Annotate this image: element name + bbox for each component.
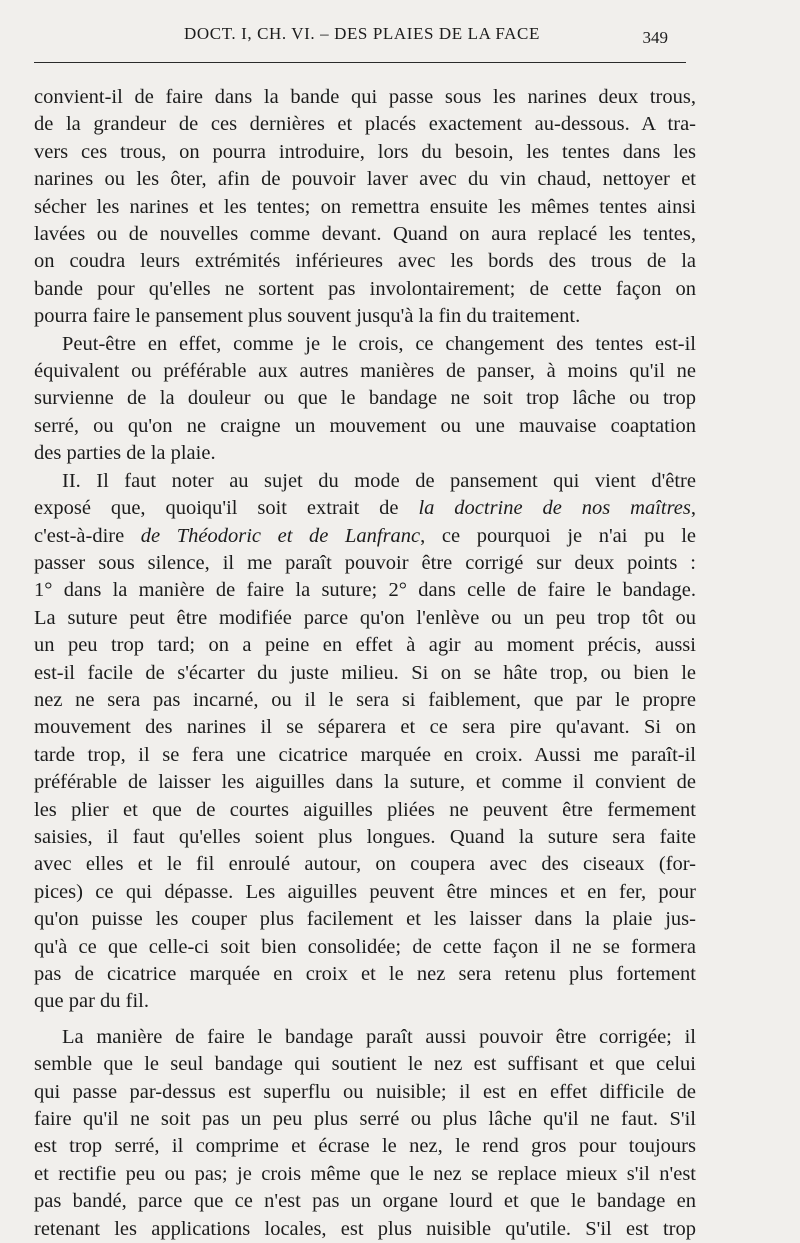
text-line: les plier et que de courtes aiguilles pliées ne peuvent être fermement <box>34 798 696 821</box>
text-line: et rectifie peu ou pas; je crois même que le nez se replace mieux s'il n'est <box>34 1162 696 1185</box>
text-line: convient-il de faire dans la bande qui passe sous les narines deux trous, <box>34 86 696 108</box>
text-line: La suture peut être modifiée parce qu'on l'enlève ou un peu trop tôt ou <box>34 606 696 629</box>
running-head: DOCT. I, CH. VI. – DES PLAIES DE LA FACE <box>184 24 540 43</box>
text-line: avec elles et le fil enroulé autour, on coupera avec des ciseaux (for- <box>34 853 696 876</box>
text-line <box>34 523 696 550</box>
text-line: semble que le seul bandage qui soutient le nez est suffisant et que celui <box>34 1053 696 1076</box>
text-run: c'est-à-dire <box>34 524 141 547</box>
body-text <box>34 84 696 1243</box>
text-line: qui passe par-dessus est superflu ou nuisible; il est en effet difficile de <box>34 1080 696 1103</box>
text-line: nez ne sera pas incarné, ou il le sera si faiblement, que par le propre <box>34 688 696 711</box>
text-line: narines ou les ôter, afin de pouvoir laver avec du vin chaud, nettoyer et <box>34 168 696 191</box>
text-line: équivalent ou préférable aux autres manières de panser, à moins qu'il ne <box>34 360 696 383</box>
page-number: 349 <box>642 28 668 47</box>
text-run: exposé que, quoiqu'il soit extrait de <box>34 497 419 520</box>
text-run: , ce pourquoi je n'ai pu le <box>420 524 696 547</box>
text-line: tarde trop, il se fera une cicatrice marquée en croix. Aussi me paraît-il <box>34 743 696 766</box>
text-line: un peu trop tard; on a peine en effet à agir au moment précis, aussi <box>34 634 696 657</box>
italic-title: la doctrine de nos maîtres <box>418 497 691 520</box>
text-line: saisies, il faut qu'elles soient plus longues. Quand la suture sera faite <box>34 825 696 848</box>
text-line: serré, ou qu'on ne craigne un mouvement ou une mauvaise coaptation <box>34 414 696 437</box>
header-rule <box>34 62 686 63</box>
text-line: II. Il faut noter au sujet du mode de pansement qui vient d'être <box>62 469 696 492</box>
paragraph-4 <box>34 1024 696 1243</box>
text-line: survienne de la douleur ou que le bandage ne soit trop lâche ou trop <box>34 387 696 410</box>
text-line: est-il facile de s'écarter du juste milieu. Si on se hâte trop, ou bien le <box>34 661 696 684</box>
text-line: Peut-être en effet, comme je le crois, ce changement des tentes est-il <box>62 332 696 355</box>
text-line: que par du fil. <box>34 990 149 1013</box>
text-line: 1° dans la manière de faire la suture; 2° dans celle de faire le bandage. <box>34 579 696 602</box>
paragraph-3 <box>34 468 696 1016</box>
paragraph-1 <box>34 84 696 331</box>
text-line: on coudra leurs extrémités inférieures avec les bords des trous de la <box>34 250 696 273</box>
text-line: préférable de laisser les aiguilles dans la suture, et comme il convient de <box>34 771 696 794</box>
text-line: pices) ce qui dépasse. Les aiguilles peuvent être minces et en fer, pour <box>34 880 696 903</box>
paragraph-2 <box>34 331 696 468</box>
text-line: retenant les applications locales, est plus nuisible qu'utile. S'il est trop <box>34 1217 696 1240</box>
text-line <box>34 495 696 522</box>
text-line: pas bandé, parce que ce n'est pas un organe lourd et que le bandage en <box>34 1190 696 1213</box>
text-line: vers ces trous, on pourra introduire, lors du besoin, les tentes dans les <box>34 140 696 163</box>
text-line: qu'à ce que celle-ci soit bien consolidée; de cette façon il ne se formera <box>34 935 696 958</box>
page-header <box>34 22 690 52</box>
text-line: pas de cicatrice marquée en croix et le nez sera retenu plus fortement <box>34 963 696 985</box>
text-line: passer sous silence, il me paraît pouvoir être corrigé sur deux points : <box>34 551 696 574</box>
text-line: bande pour qu'elles ne sortent pas involontairement; de cette façon on <box>34 277 696 300</box>
text-line: qu'on puisse les couper plus facilement et les laisser dans la plaie jus- <box>34 908 696 931</box>
text-line: sécher les narines et les tentes; on remettra ensuite les mêmes tentes ainsi <box>34 195 696 218</box>
text-line: des parties de la plaie. <box>34 442 216 465</box>
text-line: pourra faire le pansement plus souvent jusqu'à la fin du traitement. <box>34 305 581 328</box>
text-run: , <box>690 497 697 520</box>
text-line: faire qu'il ne soit pas un peu plus serré ou plus lâche qu'il ne faut. S'il <box>34 1108 696 1131</box>
italic-names: de Théodoric et de Lanfranc <box>140 524 421 547</box>
text-line: La manière de faire le bandage paraît aussi pouvoir être corrigée; il <box>62 1025 696 1048</box>
text-line: mouvement des narines il se séparera et ce sera pire qu'avant. Si on <box>34 716 696 739</box>
text-line: de la grandeur de ces dernières et placés exactement au-dessous. A tra- <box>34 113 696 136</box>
text-line: lavées ou de nouvelles comme devant. Quand on aura replacé les tentes, <box>34 223 696 246</box>
text-line: est trop serré, il comprime et écrase le nez, le rend gros pour toujours <box>34 1135 696 1158</box>
